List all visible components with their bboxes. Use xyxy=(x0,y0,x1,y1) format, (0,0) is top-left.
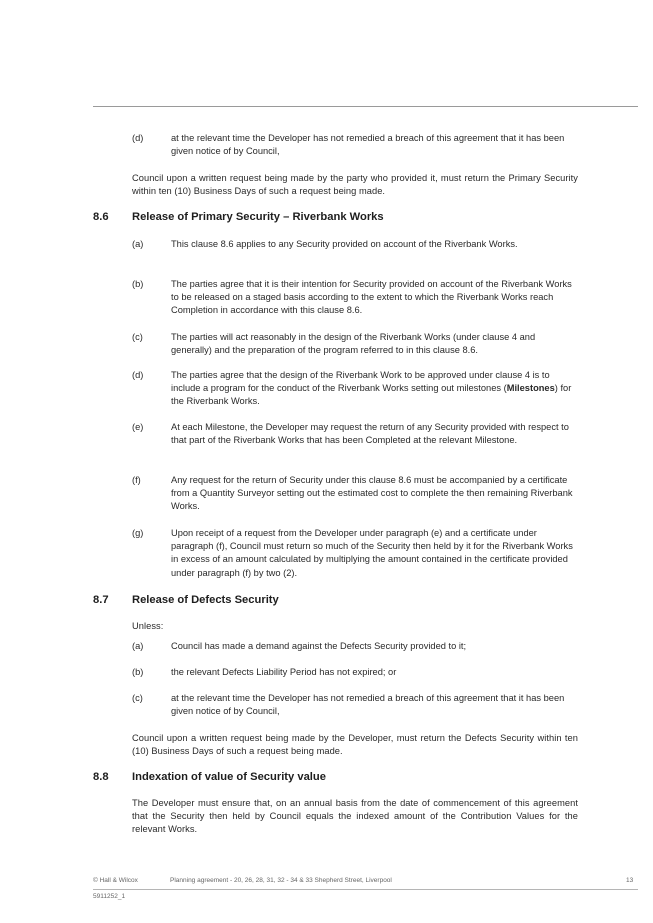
item-label: (d) xyxy=(132,133,144,143)
footer-rule xyxy=(93,889,638,890)
header-rule xyxy=(93,106,638,107)
item-label: (e) xyxy=(132,422,144,432)
item-text: At each Milestone, the Developer may request the return of any Security provided with respect to that part of the Riverbank Works that has been Completed at the relevant Milestone. xyxy=(171,422,569,446)
item-label: (g) xyxy=(132,528,144,538)
page-number: 13 xyxy=(626,877,634,884)
item-label: (f) xyxy=(132,475,141,485)
item-text: at the relevant time the Developer has not remedied a breach of this agreement that it has been given notice of by Council, xyxy=(171,133,565,157)
item-label: (d) xyxy=(132,370,144,380)
defined-term: Milestones xyxy=(506,383,555,394)
section-number: 8.7 xyxy=(93,594,109,606)
item-text-part: ) for the Riverbank Works. xyxy=(171,383,572,407)
section-title: Release of Defects Security xyxy=(132,594,279,606)
section-number: 8.6 xyxy=(93,211,109,223)
item-text: at the relevant time the Developer has not remedied a breach of this agreement that it has been given notice of by Council, xyxy=(171,693,565,717)
item-label: (a) xyxy=(132,239,144,249)
item-label: (c) xyxy=(132,693,143,703)
item-text: Any request for the return of Security under this clause 8.6 must be accompanied by a certificate from a Quantity Surveyor setting out the estimated cost to complete the then remaining Riverbank Works. xyxy=(171,475,573,512)
item-text: Council has made a demand against the Defects Security provided to it; xyxy=(171,641,467,651)
item-label: (a) xyxy=(132,641,144,651)
footer-title: Planning agreement - 20, 26, 28, 31, 32 - 34 & 33 Shepherd Street, Liverpool xyxy=(170,877,392,884)
footer-copyright: © Hall & Wilcox xyxy=(93,877,138,884)
council-paragraph: Council upon a written request being made by the party who provided it, must return the Primary Security within ten (10) Business Days of such a request being made. xyxy=(132,173,578,197)
item-text: This clause 8.6 applies to any Security provided on account of the Riverbank Works. xyxy=(171,239,518,249)
item-label: (b) xyxy=(132,279,144,289)
document-reference: 5911252_1 xyxy=(93,893,126,900)
item-text xyxy=(171,369,578,409)
item-label: (b) xyxy=(132,667,144,677)
council-paragraph: Council upon a written request being made by the Developer, must return the Defects Security within ten (10) Business Days of such a request being made. xyxy=(132,733,578,757)
item-text: The parties will act reasonably in the design of the Riverbank Works (under clause 4 and generally) and the preparation of the program referred to in this clause 8.6. xyxy=(171,332,536,356)
item-text: Upon receipt of a request from the Developer under paragraph (e) and a certificate under paragraph (f), Council must return so much of the Security then held by it for the Riverbank Works in excess of an amount calculated by multiplying the amount contained in the certificate provided under paragraph (f) by two (2). xyxy=(171,528,573,578)
indexation-paragraph: The Developer must ensure that, on an annual basis from the date of commencement of this agreement that the Security then held by Council equals the indexed amount of the Contribution Values for the relevant Works. xyxy=(132,798,578,835)
item-text-part: The parties agree that the design of the Riverbank Work to be approved under clause 4 is to include a program for the conduct of the Riverbank Works setting out milestones ( xyxy=(171,370,550,394)
unless-text: Unless: xyxy=(132,621,164,631)
section-number: 8.8 xyxy=(93,771,109,783)
section-title: Indexation of value of Security value xyxy=(132,771,326,783)
item-text: the relevant Defects Liability Period has not expired; or xyxy=(171,667,397,677)
item-text: The parties agree that it is their intention for Security provided on account of the Riverbank Works to be released on a staged basis according to the extent to which the Riverbank Works reach Completion in accordance with this clause 8.6. xyxy=(171,279,572,316)
section-title: Release of Primary Security – Riverbank Works xyxy=(132,211,384,223)
item-label: (c) xyxy=(132,332,143,342)
